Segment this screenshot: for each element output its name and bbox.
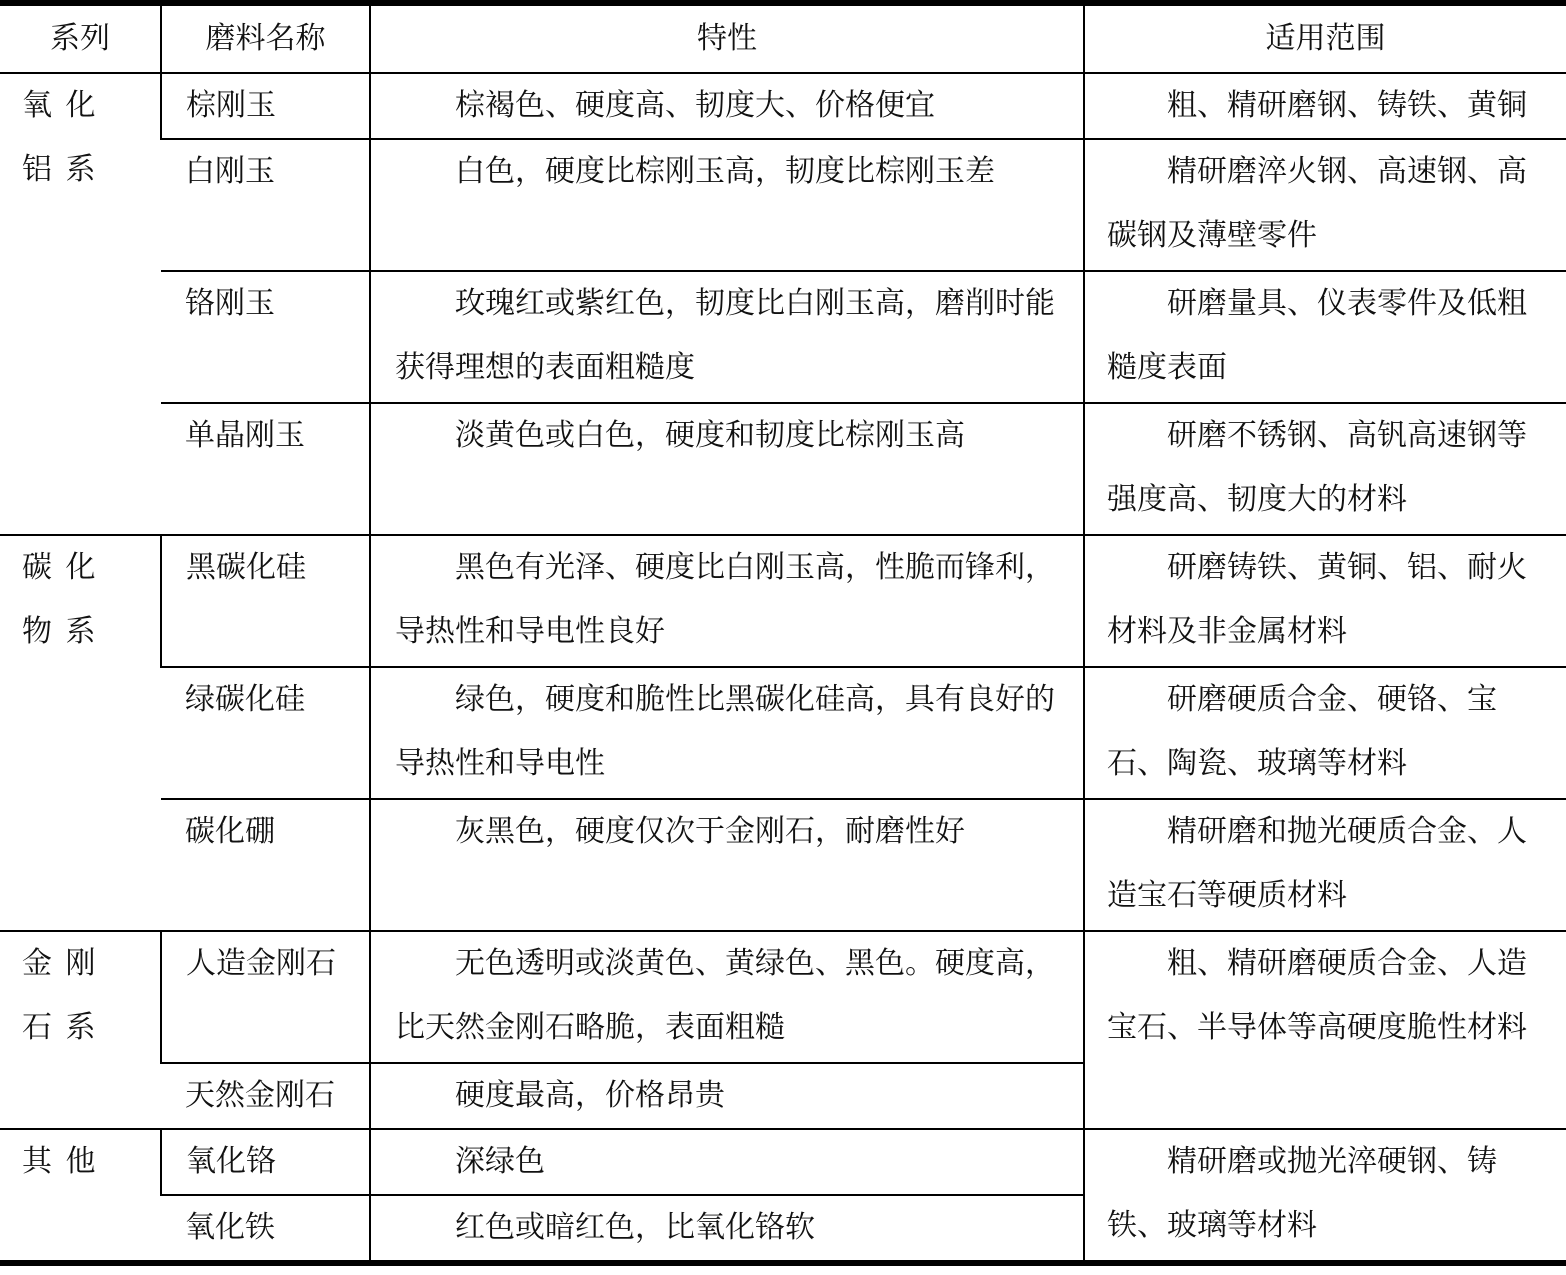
table-row [0,931,1566,1063]
application-text: 精研磨和抛光硬质合金、人造宝石等硬质材料 [1107,814,1527,913]
abrasive-name-cell [161,667,370,799]
abrasive-name-cell [161,271,370,403]
application-text: 研磨铸铁、黄铜、铝、耐火材料及非金属材料 [1107,550,1527,649]
abrasive-name: 碳化硼 [185,814,275,849]
series-cell [0,535,161,931]
abrasive-name: 单晶刚玉 [185,418,305,453]
property-cell [370,1063,1084,1129]
property-text: 红色或暗红色，比氧化铬软 [455,1210,815,1245]
application-text: 研磨不锈钢、高钒高速钢等强度高、韧度大的材料 [1107,418,1527,517]
abrasive-name-cell [161,535,370,667]
header-series: 系列 [0,3,161,73]
application-cell [1084,271,1566,403]
property-text: 灰黑色，硬度仅次于金刚石，耐磨性好 [455,814,965,849]
series-label: 金刚石系 [22,946,109,1045]
application-cell [1084,73,1566,139]
property-text: 无色透明或淡黄色、黄绿色、黑色。硬度高，比天然金刚石略脆，表面粗糙 [395,946,1055,1045]
application-text: 粗、精研磨钢、铸铁、黄铜 [1167,88,1527,123]
abrasive-name-cell [161,931,370,1063]
application-cell [1084,139,1566,271]
application-cell [1084,1129,1566,1263]
table-row [0,535,1566,667]
series-label: 碳化物系 [22,550,109,649]
property-cell [370,139,1084,271]
property-cell [370,667,1084,799]
abrasive-name: 天然金刚石 [185,1078,335,1113]
abrasive-name: 绿碳化硅 [185,682,305,717]
abrasive-name: 棕刚玉 [186,88,276,123]
abrasive-name: 人造金刚石 [186,946,336,981]
property-text: 玫瑰红或紫红色，韧度比白刚玉高，磨削时能获得理想的表面粗糙度 [395,286,1055,385]
property-cell [370,1195,1084,1263]
property-text: 硬度最高，价格昂贵 [455,1078,725,1113]
table-row [0,799,1566,931]
application-text: 粗、精研磨硬质合金、人造宝石、半导体等高硬度脆性材料 [1107,946,1527,1045]
application-text: 精研磨淬火钢、高速钢、高碳钢及薄壁零件 [1107,154,1527,253]
property-text: 绿色，硬度和脆性比黑碳化硅高，具有良好的导热性和导电性 [395,682,1055,781]
application-cell [1084,799,1566,931]
property-cell [370,403,1084,535]
abrasive-name-cell [161,139,370,271]
abrasive-name: 铬刚玉 [185,286,275,321]
property-cell [370,931,1084,1063]
application-text: 精研磨或抛光淬硬钢、铸铁、玻璃等材料 [1107,1144,1497,1243]
header-application: 适用范围 [1084,3,1566,73]
property-text: 白色，硬度比棕刚玉高，韧度比棕刚玉差 [455,154,995,189]
property-cell [370,271,1084,403]
property-cell [370,799,1084,931]
property-cell [370,73,1084,139]
header-property: 特性 [370,3,1084,73]
application-cell [1084,931,1566,1129]
abrasive-name-cell [161,1129,370,1195]
application-text: 研磨硬质合金、硬铬、宝石、陶瓷、玻璃等材料 [1107,682,1497,781]
table-row [0,667,1566,799]
property-text: 淡黄色或白色，硬度和韧度比棕刚玉高 [455,418,965,453]
abrasive-name: 氧化铬 [186,1144,276,1179]
abrasive-name-cell [161,1063,370,1129]
abrasive-name: 黑碳化硅 [186,550,306,585]
header-row [0,3,1566,73]
abrasive-name-cell [161,403,370,535]
application-cell [1084,667,1566,799]
table-row [0,271,1566,403]
header-abrasive-name: 磨料名称 [161,3,370,73]
property-text: 黑色有光泽、硬度比白刚玉高，性脆而锋利，导热性和导电性良好 [395,550,1055,649]
abrasive-name: 氧化铁 [185,1210,275,1245]
abrasive-name: 白刚玉 [185,154,275,189]
series-cell [0,1129,161,1263]
series-label: 氧化铝系 [22,88,109,187]
application-text: 研磨量具、仪表零件及低粗糙度表面 [1107,286,1527,385]
abrasive-name-cell [161,799,370,931]
application-cell [1084,535,1566,667]
table-row [0,139,1566,271]
application-cell [1084,403,1566,535]
table-row [0,403,1566,535]
abrasive-name-cell [161,73,370,139]
table-row [0,1129,1566,1195]
series-label: 其他 [22,1144,109,1179]
abrasive-name-cell [161,1195,370,1263]
property-cell [370,1129,1084,1195]
property-text: 棕褐色、硬度高、韧度大、价格便宜 [455,88,935,123]
property-text: 深绿色 [455,1144,545,1179]
property-cell [370,535,1084,667]
table-row [0,73,1566,139]
series-cell [0,931,161,1129]
series-cell [0,73,161,535]
